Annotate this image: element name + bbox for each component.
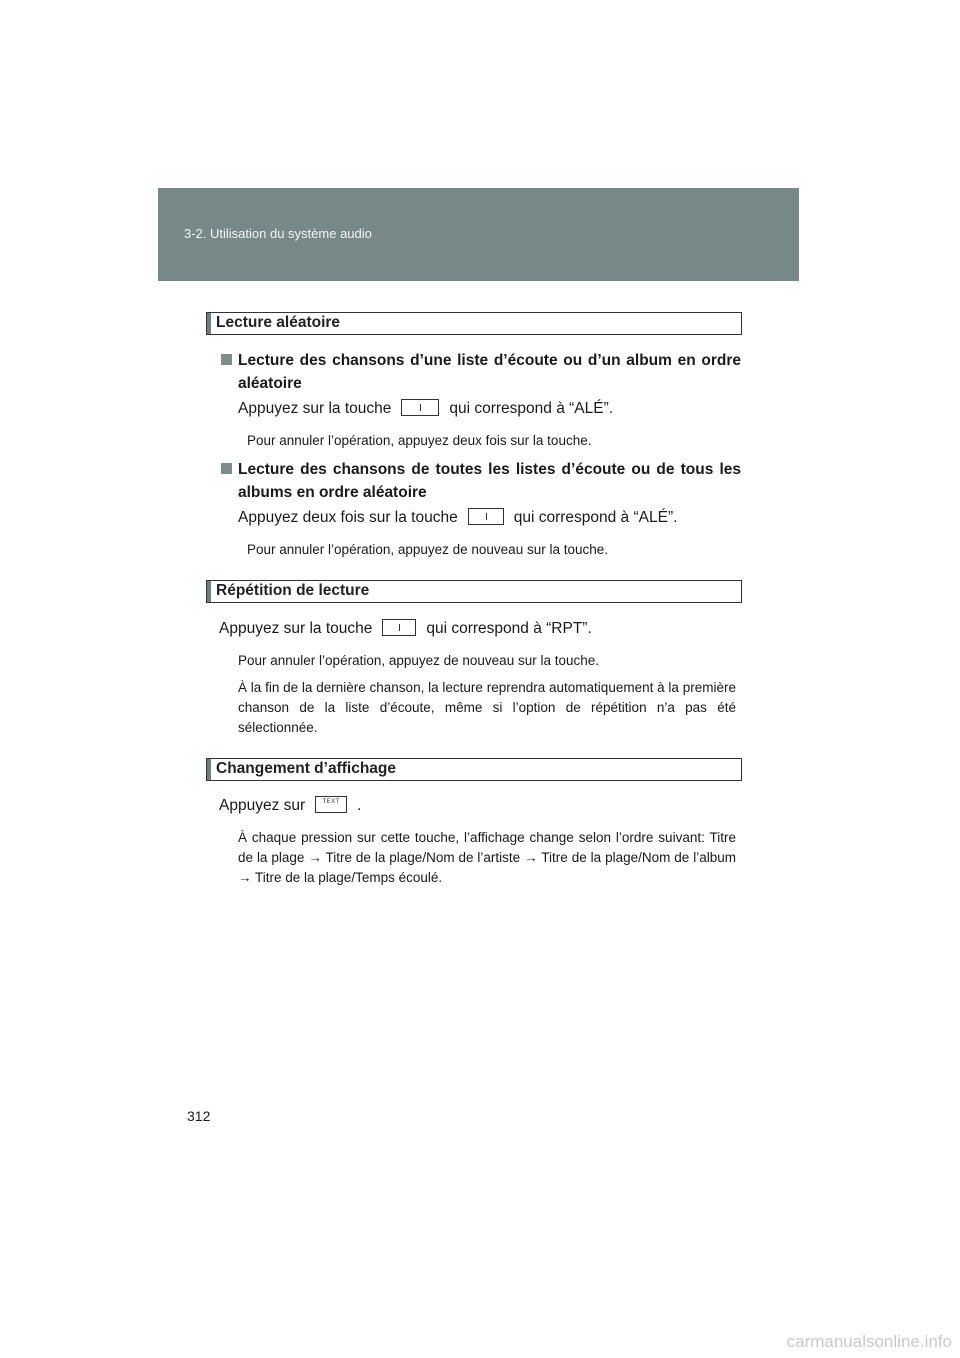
- note-display: À chaque pression sur cette touche, l’affichage change selon l’ordre suivant: Titre de la plage → Titre de la plage/Nom de l’artiste → Titre de la plage/Nom de l’album → Titre de la plage/Temps écoulé.: [238, 830, 736, 885]
- section-title-bar: [207, 581, 211, 602]
- instruction-text: Appuyez sur la touche: [238, 400, 392, 417]
- instruction-random-2: [238, 509, 677, 527]
- subheading-random-playlist: [221, 349, 741, 395]
- note-random-1: Pour annuler l’opération, appuyez deux fois sur la touche.: [247, 433, 592, 448]
- page-number: 312: [187, 1108, 211, 1124]
- section-title-text: Répétition de lecture: [216, 582, 370, 599]
- instruction-text: Appuyez deux fois sur la touche: [238, 509, 458, 526]
- square-bullet-icon: [221, 463, 232, 474]
- section-title-text: Changement d’affichage: [216, 760, 396, 777]
- note-repeat-2: À la fin de la dernière chanson, la lecture reprendra automatiquement à la première chanson de la liste d’écoute, même si l’option de répétition n’a pas été sélectionnée.: [238, 680, 736, 735]
- instruction-repeat: [219, 620, 592, 638]
- instruction-text: Appuyez sur la touche: [219, 620, 373, 637]
- instruction-text: Appuyez sur: [219, 797, 306, 814]
- subheading-text: Lecture des chansons d’une liste d’écoute ou d’un album en ordre aléatoire: [238, 352, 741, 392]
- instruction-text: .: [357, 797, 362, 814]
- section-title-bar: [207, 759, 211, 780]
- subheading-text: Lecture des chansons de toutes les listes d’écoute ou de tous les albums en ordre aléatoire: [238, 461, 741, 501]
- watermark-text: carmanualsonline.info: [786, 1332, 952, 1351]
- chapter-header-band: [158, 188, 799, 281]
- text-button-icon: TEXT: [315, 796, 347, 813]
- instruction-random-1: [238, 400, 613, 418]
- instruction-text: qui correspond à “RPT”.: [426, 620, 592, 637]
- subheading-random-all: [221, 458, 741, 504]
- section-title-repeat: [206, 580, 742, 603]
- section-title-text: Lecture aléatoire: [216, 314, 341, 331]
- breadcrumb: 3-2. Utilisation du système audio: [184, 226, 372, 241]
- preset-button-icon: [401, 399, 439, 416]
- preset-button-icon: [468, 508, 504, 525]
- section-title-bar: [207, 313, 211, 334]
- section-title-display: [206, 758, 742, 781]
- instruction-display: [219, 797, 361, 815]
- instruction-text: qui correspond à “ALÉ”.: [449, 400, 614, 417]
- instruction-text: qui correspond à “ALÉ”.: [513, 509, 678, 526]
- note-random-2: Pour annuler l’opération, appuyez de nouveau sur la touche.: [247, 542, 608, 557]
- preset-button-icon: [382, 619, 416, 636]
- note-repeat-1: Pour annuler l’opération, appuyez de nouveau sur la touche.: [238, 653, 599, 668]
- section-title-random: [206, 312, 742, 335]
- square-bullet-icon: [221, 354, 232, 365]
